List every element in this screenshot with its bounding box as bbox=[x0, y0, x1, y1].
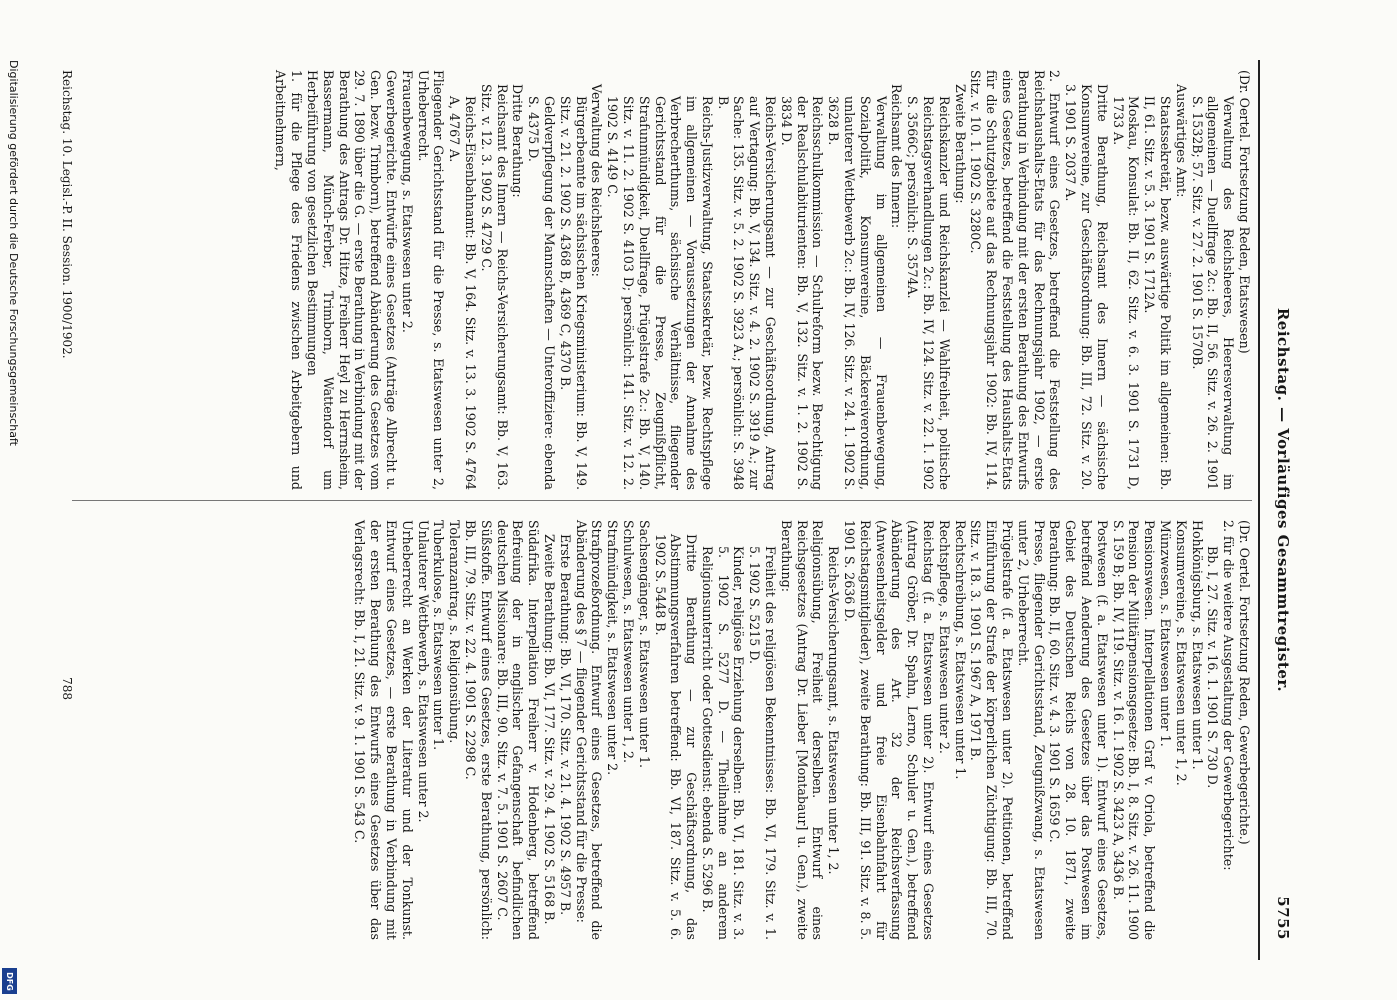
index-entry: Toleranzantrag, s. Religionsübung. bbox=[447, 520, 463, 744]
index-entry: Frauenbewegung, s. Etatswesen unter 2. bbox=[399, 70, 415, 333]
index-entry: Erste Berathung: Bb. VI, 170. Sitz. v. 21. 4. 1902 S. 4957 B. bbox=[557, 534, 573, 916]
page-number: 5755 bbox=[1274, 896, 1292, 940]
credit-text: Digitalisierung gefördert durch die Deutsche Forschungsgemeinschaft bbox=[7, 60, 20, 446]
index-entry: Sachsengänger, s. Etatswesen unter 1. bbox=[636, 520, 652, 768]
index-entry: Verwaltung des Reichsheeres, Heeresverwaltung im allgemeinen — Duellfrage 2c.: Bb. II, 56. Sitz. v. 26. 2. 1901 S. 1532B; 57. Sitz. v. 27. 2. 1901 S. 1570B. bbox=[1189, 96, 1237, 490]
footer-page-number: 788 bbox=[60, 677, 74, 700]
index-entry: Verwaltung des Reichsheeres: bbox=[589, 84, 605, 277]
index-entry: Kinder, religiöse Erziehung derselben: Bb. VI, 181. Sitz. v. 3. 5. 1902 S. 5277 D. — Theilnahme an anderem Religionsunterricht oder Gottesdienst: ebenda S. 5296 B. bbox=[699, 546, 747, 940]
index-entry: Religionsübung, Freiheit derselben. Entwurf eines Reichsgesetzes (Antrag Dr. Lieber [Montabaur] u. Gen.), zweite Berathung: bbox=[778, 520, 826, 940]
index-entry: Konsumvereine, s. Etatswesen unter 1, 2. bbox=[1173, 520, 1189, 786]
index-entry: 1. für die Pflege des Friedens zwischen Arbeitgebern und Arbeitnehmern, bbox=[273, 70, 305, 490]
header-rule bbox=[1258, 60, 1260, 960]
footer-publication: Reichstag. 10. Legisl.-P. II. Session. 1900/1902. bbox=[60, 70, 74, 359]
index-entry: Dritte Berathung, Reichsamt des Innern — sächsische Konsumvereine, zur Geschäftsordnung: Bb. III, 72. Sitz. v. 20. 3. 1901 S. 2037 A. bbox=[1063, 84, 1110, 490]
index-entry: Pensionswesen. Interpellationen Graf v. Oriola, betreffend die Pension der Militärpensionsgesetze: Bb. I, 8. Sitz. v. 26. 11. 1900 S. 159 B; Bb. IV, 119. Sitz. v. 16. 1. 1902 S. 3423 A, 3436 B. bbox=[1110, 520, 1158, 940]
index-entry: Moskau, Konsulat: Bb. II, 62. Sitz. v. 6. 3. 1901 S. 1731 D, 1733 A. bbox=[1110, 96, 1142, 490]
index-entry: Gewerbegerichte. Entwürfe eines Gesetzes (Anträge Albrecht u. Gen. bezw. Trimborn), betreffend Abänderung des Gesetzes vom 29. 7. 1890 über die G. — erste Berathung in Verbindung mit der Berathung des Antrags Dr. Hitze, Freiherr Heyl zu Herrnsheim, Bassermann, Münch-Ferber, Trimborn, Wattendorf um Herbeiführung von gesetzlichen Bestimmungen bbox=[304, 70, 399, 490]
index-entry: Schulwesen, s. Etatswesen unter 1, 2. bbox=[620, 520, 636, 764]
index-entry: Dritte Berathung: bbox=[510, 84, 526, 198]
dfg-logo-text: DFG bbox=[5, 971, 15, 991]
index-entry: Prügelstrafe (f. a. Etatswesen unter 2). Petitionen, betreffend Einführung der Strafe der körperlichen Züchtigung: Bb. III, 70. Sitz. v. 18. 3. 1901 S. 1967 A, 1971 B. bbox=[968, 520, 1016, 940]
page-title: Reichstag. — Vorläufiges Gesammtregister. bbox=[1274, 307, 1292, 693]
left-column bbox=[273, 70, 1252, 490]
index-entry: (Dr. Oertel. Fortsetzung Reden, Etatswesen) bbox=[1237, 70, 1252, 354]
index-entry: Unlauterer Wettbewerb, s. Etatswesen unter 2. bbox=[415, 520, 431, 823]
index-entry: Staatssekretär, bezw. auswärtige Politik im allgemeinen: Bb. II, 61. Sitz. v. 5. 3. 1901 S. 1712A. bbox=[1142, 96, 1174, 490]
index-entry: Presse, fliegender Gerichtsstand, Zeugnißzwang, s. Etatswesen unter 2, Urheberrecht. bbox=[1015, 520, 1047, 940]
index-entry: Reichs-Versicherungsamt, s. Etatswesen unter 1, 2. bbox=[826, 546, 842, 875]
index-entry: Südafrika. Interpellation Freiherr v. Hodenberg, betreffend Befreiung der in englischer Gefangenschaft befindlichen deutschen Missionare: Bb. III, 90. Sitz. v. 7. 5. 1901 S. 2607 C. bbox=[494, 520, 542, 940]
index-entry: Rechtspflege, s. Etatswesen unter 2. bbox=[936, 520, 952, 754]
index-entry: 2. Entwurf eines Gesetzes, betreffend die Feststellung des Reichshaushalts-Etats für das Rechnungsjahr 1902, — erste Berathung in Verbindung mit der ersten Berathung des Entwurfs eines Gesetzes, betreffend die Feststellung des Haushalts-Etats für die Schutzgebiete auf das Rechnungsjahr 1902: Bb. IV, 114. Sitz. v. 10. 1. 1902 S. 3280C. bbox=[968, 70, 1063, 490]
index-entry: Reichs-Justizverwaltung, Staatssekretär, bezw. Rechtspflege im allgemeinen — Voraussetzungen der Annahme des Verbrecherthums, sächsische Verhältnisse, fliegender Gerichtsstand für die Presse, Zeugnißpflicht, Strafunmündigkeit, Duellfrage, Prügelstrafe 2c.: Bb. V, 140. Sitz. v. 11. 2. 1902 S. 4103 D; persönlich: 141. Sitz. v. 12. 2. 1902 S. 4149 C. bbox=[605, 96, 715, 490]
index-entry: 2. für die weitere Ausgestaltung der Gewerbegerichte: bbox=[1221, 520, 1237, 871]
index-entry: Reichs-Eisenbahnamt: Bb. V, 164. Sitz. v. 13. 3. 1902 S. 4764 A, 4767 A. bbox=[447, 96, 478, 490]
index-entry: Reichstag (f. a. Etatswesen unter 2). Entwurf eines Gesetzes (Antrag Gröber, Dr. Spahn, Lerno, Schuler u. Gen.), betreffend Abänderung des Art. 32 der Reichsverfassung (Anwesenheitsgelder und freie Eisenbahnfahrt für Reichstagsmitglieder), zweite Berathung: Bb. III, 91. Sitz. v. 8. 5. 1901 S. 2636 D. bbox=[842, 520, 937, 940]
index-entry: Bb. I, 27. Sitz. v. 16. 1. 1901 S. 730 D. bbox=[1205, 546, 1221, 789]
index-entry: Auswärtiges Amt: bbox=[1173, 84, 1189, 198]
index-entry: Zweite Berathung: bbox=[952, 84, 968, 204]
index-entry: Reichs-Versicherungsamt — zur Geschäftsordnung, Antrag auf Vertagung: Bb. V, 134. Sitz. v. 4. 2. 1902 S. 3919 A.; zur Sache: 135. Sitz. v. 5. 2. 1902 S. 3923 A.; persönlich: S. 3948 B. bbox=[715, 96, 779, 490]
index-entry: Süßstoffe. Entwurf eines Gesetzes, erste Berathung, persönlich: Bb. III, 79. Sitz. v. 22. 4. 1901 S. 2298 C. bbox=[462, 520, 494, 940]
index-entry: Verwaltung im allgemeinen — Frauenbewegung, Sozialpolitik, Konsumvereine, Bäckereiverordnung, unlauterer Wettbewerb 2c.: Bb. IV, 126. Sitz. v. 24. 1. 1902 S. 3628 B. bbox=[826, 96, 889, 490]
index-entry: Dritte Berathung — zur Geschäftsordnung, das Abstimmungsverfahren betreffend: Bb. VI, 187. Sitz. v. 5. 6. 1902 S. 5448 B. bbox=[652, 534, 700, 940]
index-entry: Urheberrecht an Werken der Literatur und der Tonkunst. Entwurf eines Gesetzes, — erste Berathung in Verbindung mit der ersten Berathung des Entwurfs eines Gesetzes über das Verlagsrecht: Bb. I, 21. Sitz. v. 9. 1. 1901 S. 543 C. bbox=[352, 520, 415, 940]
index-entry: (Dr. Oertel. Fortsetzung Reden, Gewerbegerichte.) bbox=[1237, 520, 1252, 845]
index-entry: Freiheit des religiösen Bekenntnisses: Bb. VI, 179. Sitz. v. 1. 5. 1902 S. 5215 D. bbox=[747, 546, 779, 940]
digitization-credit bbox=[2, 60, 20, 990]
index-entry: Reichsamt des Innern — Reichs-Versicherungsamt: Bb. V, 163. Sitz. v. 12. 3. 1902 S. 4729 C. bbox=[478, 84, 510, 490]
index-entry: Geldverpflegung der Mannschaften — Unteroffiziere: ebenda S. 4375 D. bbox=[526, 96, 557, 490]
index-entry: Bürgerbeamte im sächsischen Kriegsministerium: Bb. V, 149. Sitz. v. 21. 2. 1902 S. 4368 B, 4369 C, 4370 B. bbox=[557, 96, 589, 490]
index-entry: Fliegender Gerichtsstand für die Presse, s. Etatswesen unter 2, Urheberrecht. bbox=[415, 70, 447, 490]
index-entry: Tuberkulose, s. Etatswesen unter 1. bbox=[431, 520, 447, 751]
index-entry: Reichskanzler und Reichskanzlei — Wahlfreiheit, politische Reichstagsverhandlungen 2c.: Bb. IV, 124. Sitz. v. 22. 1. 1902 S. 3566C; persönlich: S. 3574A. bbox=[905, 96, 952, 490]
index-entry: Hohkönigsburg, s. Etatswesen unter 1. bbox=[1189, 520, 1205, 770]
index-entry: Münzwesen, s. Etatswesen unter 1. bbox=[1158, 520, 1174, 747]
index-entry: Strafprozeßordnung. Entwurf eines Gesetzes, betreffend die Abänderung des § 7 — fliegender Gerichtsstand für die Presse: bbox=[573, 520, 605, 940]
column-divider bbox=[72, 500, 1252, 501]
index-entry: Strafmündigkeit, s. Etatswesen unter 2. bbox=[605, 520, 621, 776]
dfg-logo bbox=[2, 968, 17, 994]
index-entry: Zweite Berathung: Bb. VI, 177. Sitz. v. 29. 4. 1902 S. 5168 B. bbox=[541, 534, 557, 925]
index-entry: Reichsschulkommission — Schulreform bezw. Berechtigung der Realschulabiturienten: Bb. V, 132. Sitz. v. 1. 2. 1902 S. 3834 D. bbox=[778, 96, 826, 490]
index-entry: Postwesen (f. a. Etatswesen unter 1). Entwurf eines Gesetzes, betreffend Aenderung des Gesetzes über das Postwesen im Gebiet des Deutschen Reichs von 28. 10. 1871, zweite Berathung: Bb. II, 60. Sitz. v. 4. 3. 1901 S. 1659 C. bbox=[1047, 520, 1110, 940]
index-entry: Rechtschreibung, s. Etatswesen unter 1. bbox=[952, 520, 968, 780]
index-entry: Reichsamt des Innern: bbox=[889, 84, 905, 229]
right-column bbox=[352, 520, 1252, 940]
